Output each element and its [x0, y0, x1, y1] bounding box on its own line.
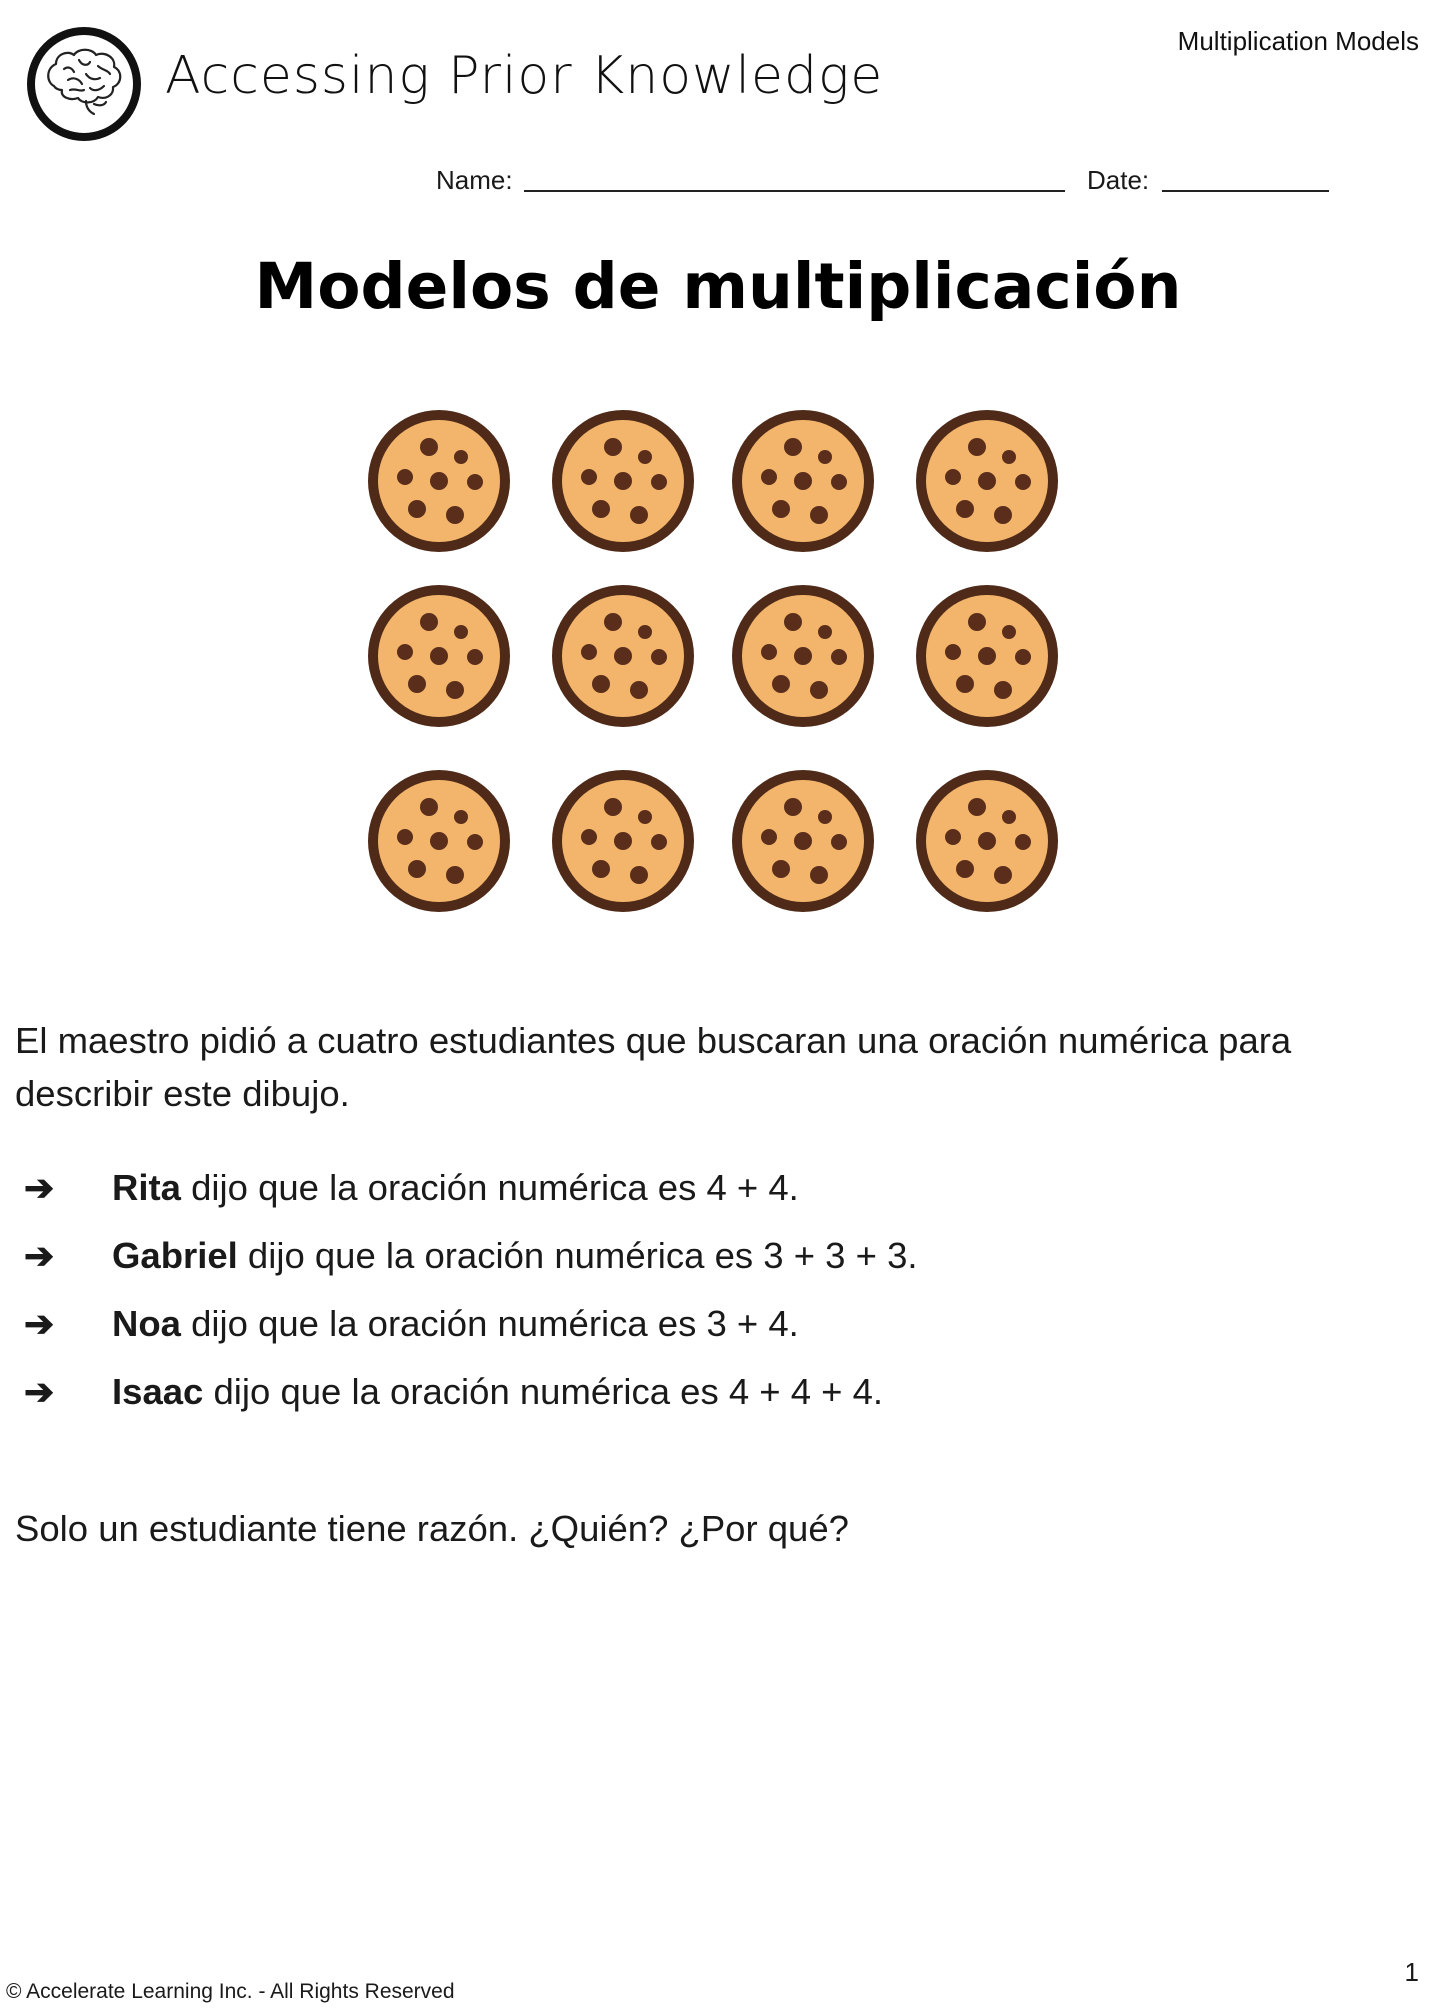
chocolate-chip [420, 798, 438, 816]
chocolate-chip [651, 474, 667, 490]
chocolate-chip [994, 866, 1012, 884]
chocolate-chip [630, 681, 648, 699]
chocolate-chip [978, 832, 996, 850]
header-title: Accessing Prior Knowledge [165, 46, 884, 106]
cookie-icon [730, 583, 876, 729]
chocolate-chip [1015, 474, 1031, 490]
chocolate-chip [956, 675, 974, 693]
cookie-icon [730, 408, 876, 554]
chocolate-chip [604, 438, 622, 456]
chocolate-chip [772, 860, 790, 878]
chocolate-chip [1002, 450, 1016, 464]
document-label: Multiplication Models [1177, 26, 1419, 56]
chocolate-chip [430, 832, 448, 850]
date-field-line[interactable] [1162, 190, 1329, 192]
chocolate-chip [420, 613, 438, 631]
chocolate-chip [581, 644, 597, 660]
cookie-icon [730, 768, 876, 914]
chocolate-chip [831, 649, 847, 665]
chocolate-chip [638, 810, 652, 824]
page-number: 1 [1404, 1957, 1419, 1987]
chocolate-chip [614, 472, 632, 490]
chocolate-chip [818, 450, 832, 464]
chocolate-chip [638, 450, 652, 464]
chocolate-chip [761, 644, 777, 660]
cookie-icon [914, 583, 1060, 729]
chocolate-chip [614, 832, 632, 850]
chocolate-chip [818, 810, 832, 824]
chocolate-chip [397, 829, 413, 845]
chocolate-chip [794, 647, 812, 665]
cookie-icon [366, 408, 512, 554]
chocolate-chip [956, 500, 974, 518]
chocolate-chip [784, 438, 802, 456]
chocolate-chip [467, 649, 483, 665]
chocolate-chip [810, 681, 828, 699]
chocolate-chip [446, 866, 464, 884]
chocolate-chip [968, 438, 986, 456]
chocolate-chip [772, 675, 790, 693]
right-arrow-icon: ➔ [24, 1303, 55, 1344]
chocolate-chip [446, 681, 464, 699]
chocolate-chip [810, 866, 828, 884]
chocolate-chip [592, 500, 610, 518]
cookie-icon [550, 583, 696, 729]
chocolate-chip [794, 832, 812, 850]
chocolate-chip [956, 860, 974, 878]
student-name: Gabriel [112, 1235, 238, 1276]
chocolate-chip [397, 644, 413, 660]
claim-item-noa [24, 1299, 1404, 1349]
chocolate-chip [831, 834, 847, 850]
chocolate-chip [604, 798, 622, 816]
student-name: Rita [112, 1167, 181, 1208]
chocolate-chip [581, 829, 597, 845]
claim-text: dijo que la oración numérica es 3 + 4. [180, 1303, 799, 1344]
chocolate-chip [784, 798, 802, 816]
cookie-icon [366, 583, 512, 729]
chocolate-chip [1015, 834, 1031, 850]
chocolate-chip [1002, 625, 1016, 639]
claim-text: dijo que la oración numérica es 4 + 4 + 4. [203, 1371, 884, 1412]
right-arrow-icon: ➔ [24, 1167, 55, 1208]
chocolate-chip [581, 469, 597, 485]
chocolate-chip [945, 644, 961, 660]
brain-logo-icon [24, 24, 144, 144]
chocolate-chip [1002, 810, 1016, 824]
chocolate-chip [761, 829, 777, 845]
question-text: Solo un estudiante tiene razón. ¿Quién? ¿Por qué? [15, 1508, 849, 1549]
name-field-line[interactable] [524, 190, 1065, 192]
copyright-notice: © Accelerate Learning Inc. - All Rights Reserved [6, 1980, 455, 2003]
chocolate-chip [604, 613, 622, 631]
chocolate-chip [638, 625, 652, 639]
chocolate-chip [968, 798, 986, 816]
chocolate-chip [397, 469, 413, 485]
chocolate-chip [945, 829, 961, 845]
cookie-icon [550, 408, 696, 554]
chocolate-chip [430, 472, 448, 490]
chocolate-chip [945, 469, 961, 485]
claim-text: dijo que la oración numérica es 3 + 3 + 3. [237, 1235, 918, 1276]
chocolate-chip [772, 500, 790, 518]
chocolate-chip [454, 810, 468, 824]
chocolate-chip [446, 506, 464, 524]
chocolate-chip [454, 625, 468, 639]
cookie-icon [914, 768, 1060, 914]
chocolate-chip [831, 474, 847, 490]
problem-prompt: El maestro pidió a cuatro estudiantes que buscaran una oración numérica para describir este dibujo. [15, 1020, 1292, 1114]
chocolate-chip [810, 506, 828, 524]
chocolate-chip [994, 506, 1012, 524]
chocolate-chip [420, 438, 438, 456]
chocolate-chip [408, 675, 426, 693]
chocolate-chip [454, 450, 468, 464]
cookie-icon [366, 768, 512, 914]
claim-item-isaac [24, 1367, 1404, 1417]
chocolate-chip [651, 649, 667, 665]
claim-item-gabriel [24, 1231, 1404, 1281]
chocolate-chip [978, 472, 996, 490]
claim-text: dijo que la oración numérica es 4 + 4. [180, 1167, 799, 1208]
chocolate-chip [761, 469, 777, 485]
chocolate-chip [630, 866, 648, 884]
chocolate-chip [408, 500, 426, 518]
chocolate-chip [467, 474, 483, 490]
chocolate-chip [630, 506, 648, 524]
chocolate-chip [784, 613, 802, 631]
chocolate-chip [978, 647, 996, 665]
chocolate-chip [592, 675, 610, 693]
chocolate-chip [408, 860, 426, 878]
chocolate-chip [467, 834, 483, 850]
cookie-grid [366, 408, 1066, 918]
chocolate-chip [818, 625, 832, 639]
date-label: Date: [1087, 165, 1150, 195]
chocolate-chip [794, 472, 812, 490]
worksheet-title: Modelos de multiplicación [254, 250, 1182, 323]
chocolate-chip [994, 681, 1012, 699]
cookie-icon [914, 408, 1060, 554]
right-arrow-icon: ➔ [24, 1371, 55, 1412]
chocolate-chip [592, 860, 610, 878]
chocolate-chip [614, 647, 632, 665]
name-label: Name: [436, 165, 513, 195]
student-name: Noa [112, 1303, 181, 1344]
chocolate-chip [1015, 649, 1031, 665]
cookie-icon [550, 768, 696, 914]
chocolate-chip [430, 647, 448, 665]
chocolate-chip [968, 613, 986, 631]
claim-item-rita [24, 1163, 1404, 1213]
chocolate-chip [651, 834, 667, 850]
student-name: Isaac [112, 1371, 204, 1412]
right-arrow-icon: ➔ [24, 1235, 55, 1276]
